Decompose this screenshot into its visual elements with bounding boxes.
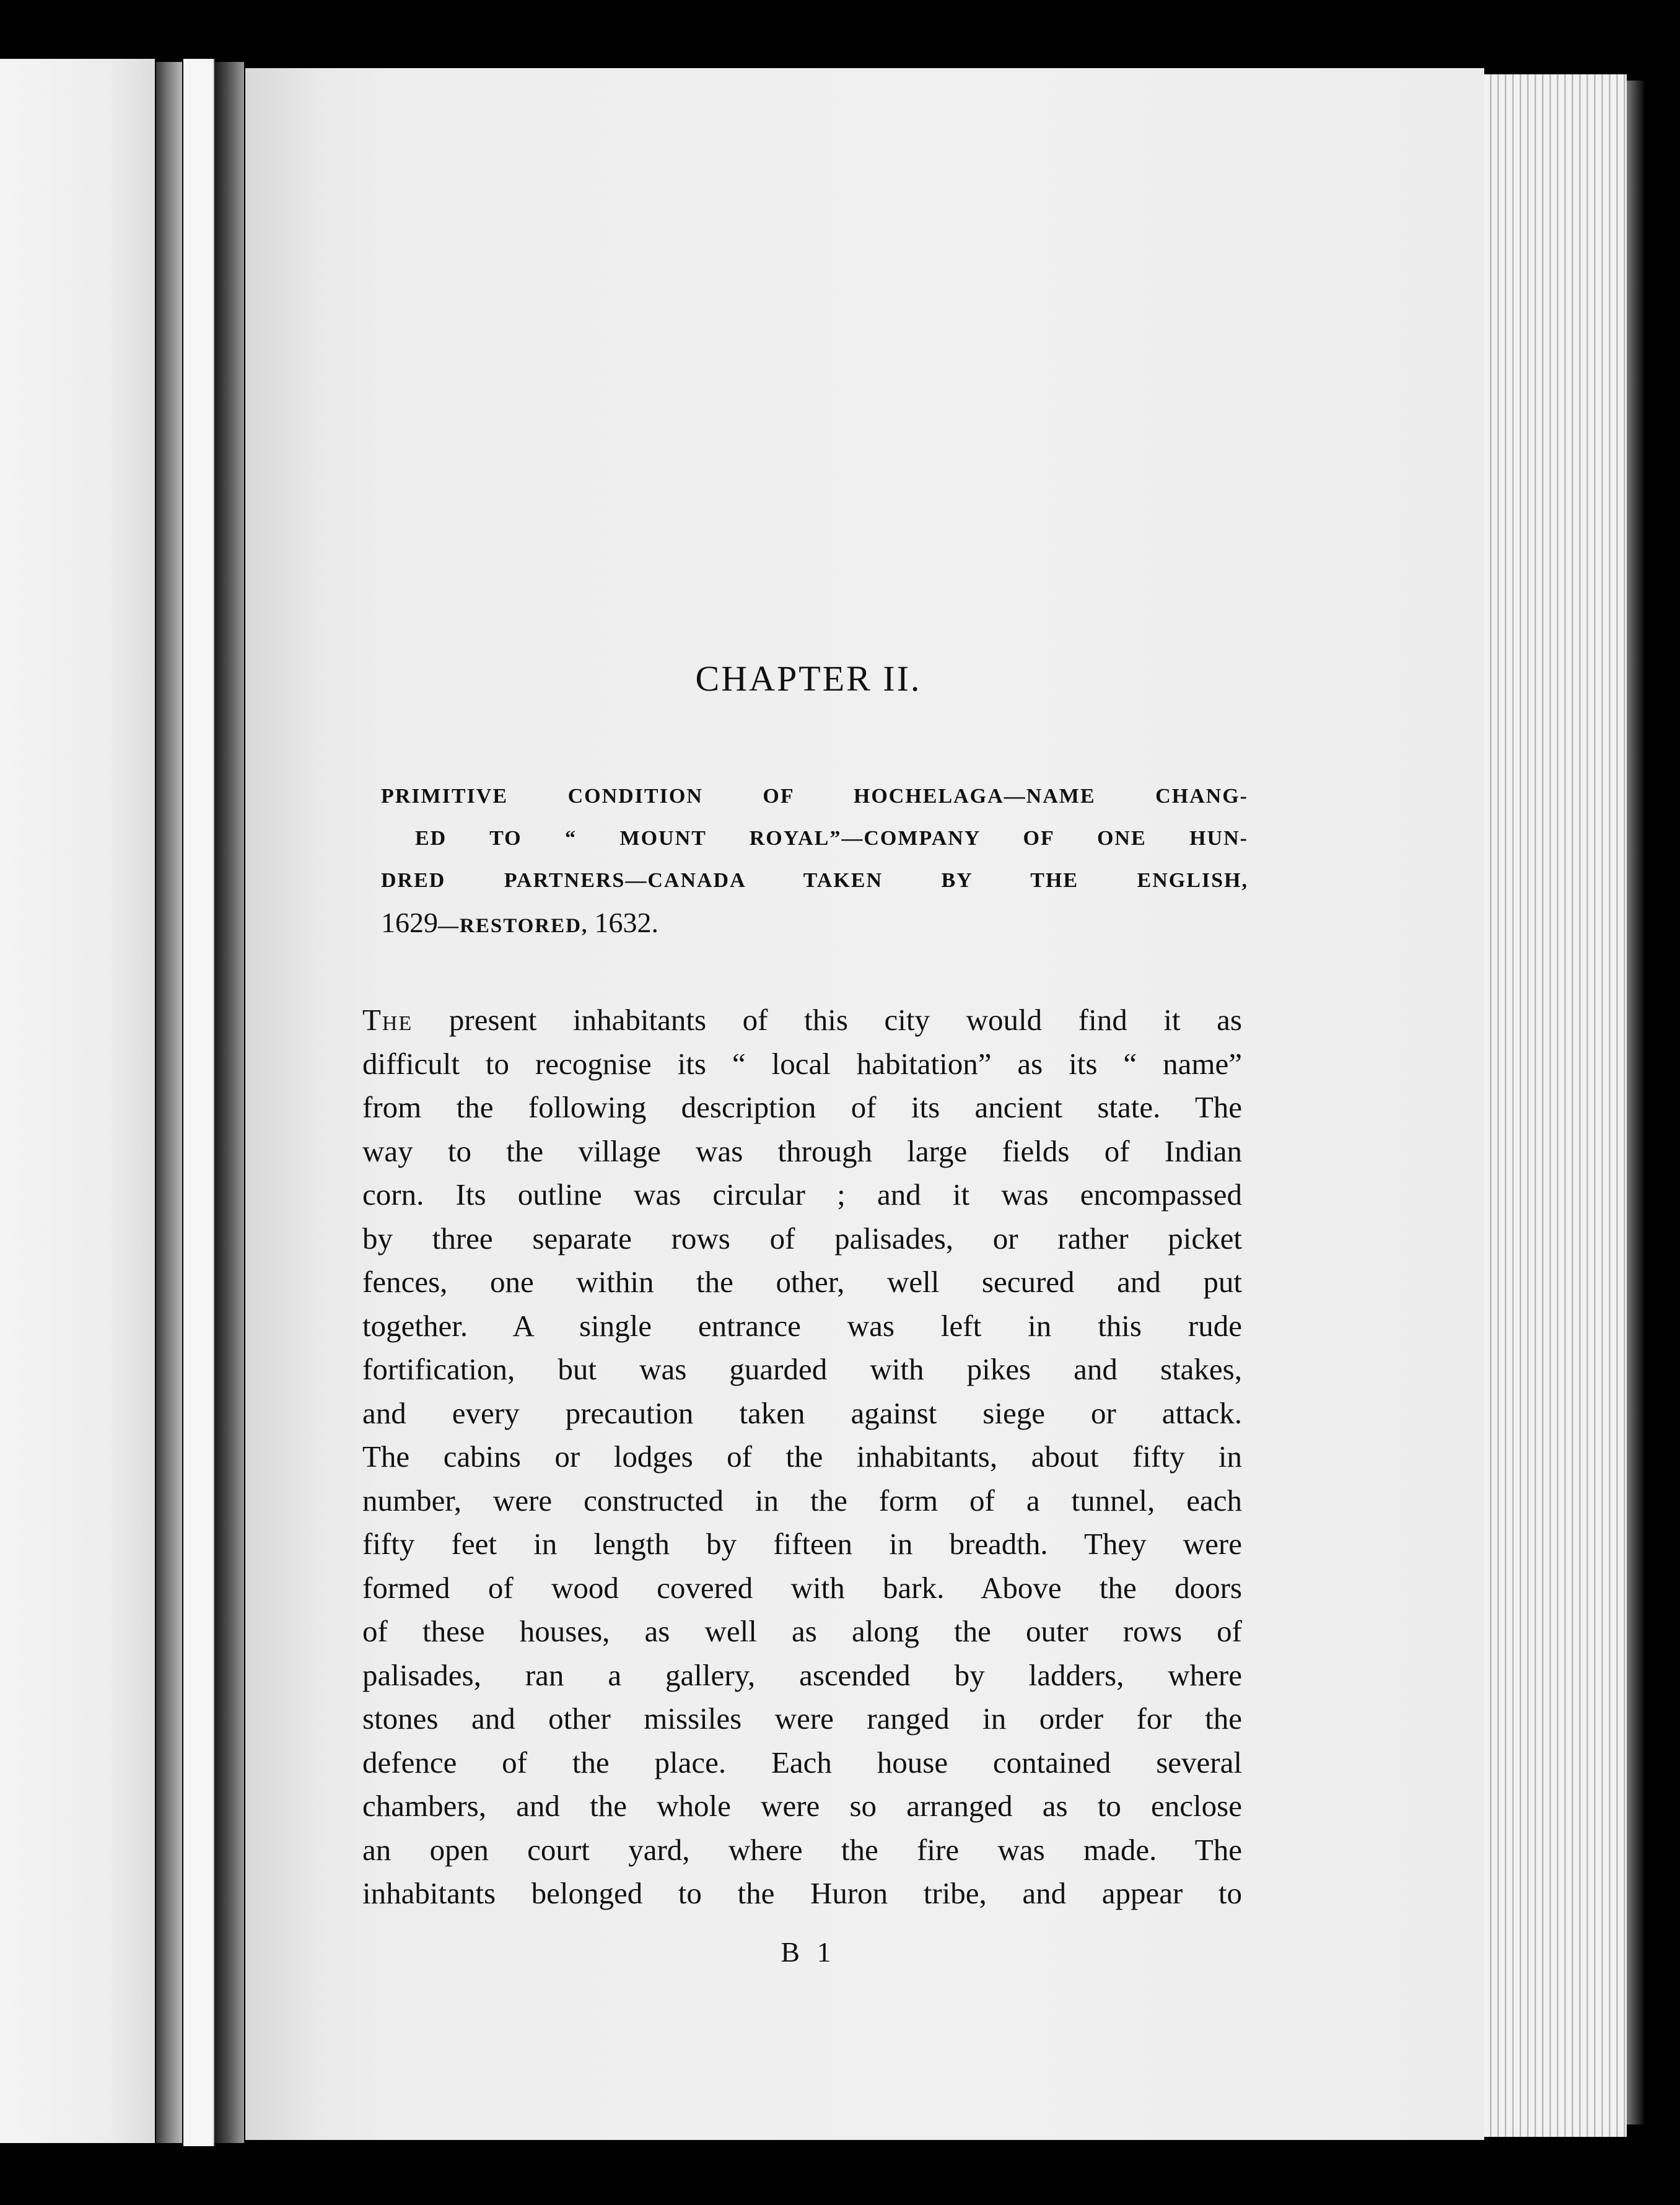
body-paragraph	[362, 998, 1242, 1916]
body-line: and every precaution taken against siege or attack.	[362, 1395, 1242, 1430]
body-line: way to the village was through large fields of Indian	[362, 1133, 1242, 1168]
gutter-strip	[183, 59, 214, 2146]
first-word: The	[362, 1003, 413, 1037]
body-line: The cabins or lodges of the inhabitants, about fifty in	[362, 1439, 1242, 1474]
body-line: corn. Its outline was circular ; and it was encompassed	[362, 1177, 1242, 1212]
body-line: inhabitants belonged to the Huron tribe, and appear to	[362, 1876, 1242, 1910]
body-line: fences, one within the other, well secured and put	[362, 1265, 1242, 1299]
body-line	[362, 998, 1242, 1042]
body-line: stones and other missiles were ranged in order for the	[362, 1701, 1242, 1736]
signature-mark: B 1	[781, 1936, 836, 1968]
summary-line-dates	[381, 902, 1248, 947]
page-edges-shadow	[1627, 81, 1645, 2124]
summary-line: ED TO “ MOUNT ROYAL”—COMPANY OF ONE HUN-	[415, 827, 1248, 850]
body-line: fifty feet in length by fifteen in breadth. They were	[362, 1527, 1242, 1561]
body-line: of these houses, as well as along the outer rows of	[362, 1614, 1242, 1648]
body-line-text: present inhabitants of this city would find it as	[413, 1003, 1242, 1037]
gutter-shadow-left	[156, 62, 182, 2143]
body-line: palisades, ran a gallery, ascended by ladders, where	[362, 1657, 1242, 1692]
body-line: by three separate rows of palisades, or rather picket	[362, 1221, 1242, 1255]
body-line: together. A single entrance was left in this rude	[362, 1308, 1242, 1343]
chapter-summary	[381, 775, 1248, 947]
body-line: fortification, but was guarded with pikes and stakes,	[362, 1352, 1242, 1386]
body-line: formed of wood covered with bark. Above the doors	[362, 1570, 1242, 1605]
chapter-title: CHAPTER II.	[695, 658, 922, 699]
body-line: defence of the place. Each house contained several	[362, 1745, 1242, 1779]
summary-line: DRED PARTNERS—CANADA TAKEN BY THE ENGLISH,	[381, 869, 1248, 892]
summary-line: PRIMITIVE CONDITION OF HOCHELAGA—NAME CHANG-	[381, 785, 1248, 808]
summary-year-restored: 1632.	[594, 907, 658, 938]
body-line: difficult to recognise its “ local habitation” as its “ name”	[362, 1046, 1242, 1081]
body-line: chambers, and the whole were so arranged as to enclose	[362, 1789, 1242, 1823]
gutter-shadow-right	[214, 62, 244, 2143]
page-edges-stack	[1484, 74, 1627, 2137]
body-line: number, were constructed in the form of a tunnel, each	[362, 1483, 1242, 1517]
summary-year-taken: 1629	[381, 907, 438, 938]
summary-restored-label: —RESTORED,	[438, 915, 595, 937]
body-line: from the following description of its ancient state. The	[362, 1090, 1242, 1124]
body-line: an open court yard, where the fire was made. The	[362, 1832, 1242, 1867]
left-facing-page	[0, 59, 155, 2143]
